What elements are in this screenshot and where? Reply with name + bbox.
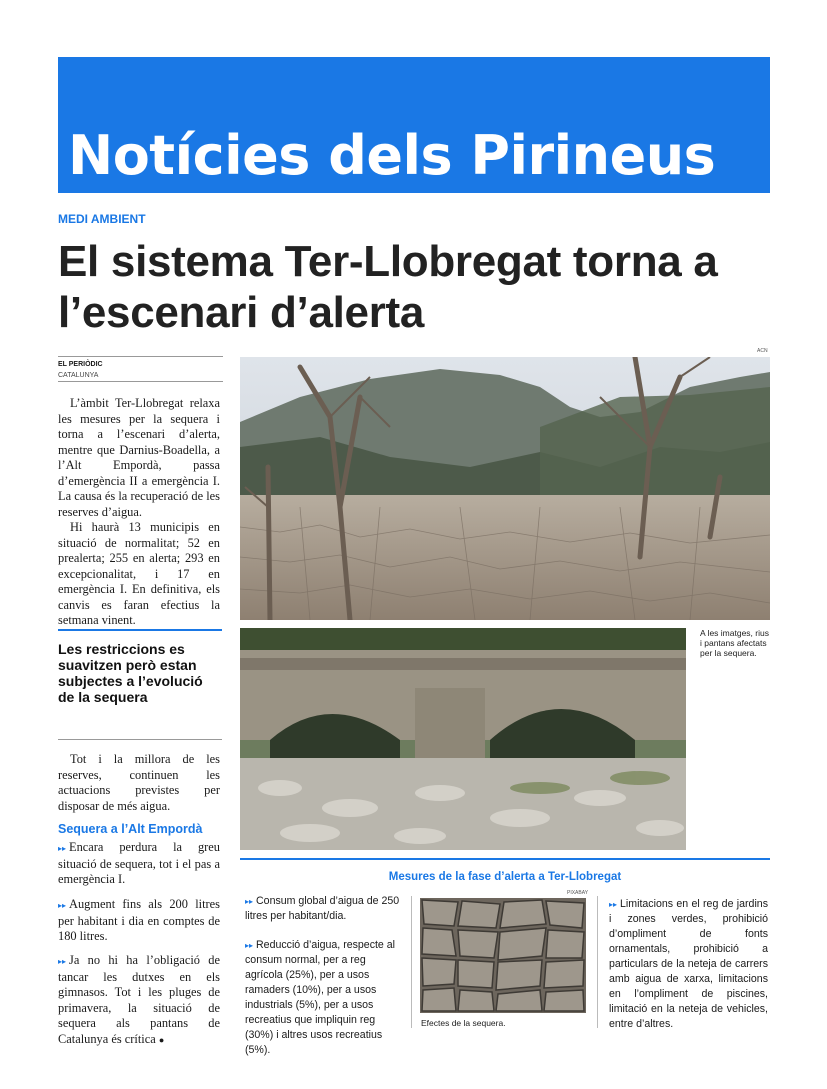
box-item-text: Reducció d’aigua, respecte al consum normal, per a reg agrícola (25%), per a usos ramaders (10%), per a usos industrials (5%), per a usos recreatius que impliquin reg (30%) i altres usos recreatius (5%). — [245, 939, 396, 1056]
double-arrow-bullet-icon: ▸▸ — [58, 901, 67, 910]
masthead-banner — [58, 57, 770, 193]
subhead-alt-emporda: Sequera a l’Alt Empordà — [58, 822, 203, 836]
box-item-2 — [245, 938, 403, 1058]
box-top-rule — [240, 858, 770, 860]
byline-top-rule — [58, 356, 223, 357]
section-label: MEDI AMBIENT — [58, 212, 146, 226]
end-dot-icon: ● — [158, 1034, 165, 1045]
photo-credit-small: PIXABAY — [567, 890, 589, 896]
box-title: Mesures de la fase d’alerta a Ter-Llobregat — [388, 871, 622, 883]
bullet-item — [58, 840, 220, 888]
byline-region: CATALUNYA — [58, 372, 99, 379]
article-body-continued — [58, 752, 220, 814]
box-item-3 — [609, 897, 768, 1032]
paragraph-1: L’àmbit Ter-Llobregat relaxa les mesures per la sequera i torna a l’escenari d’alerta, mentre que Darnius-Boadella, a l’Alt Empordà, passa d’emergència II a emergència I. La causa és la recuperació de les reserves d’aigua. — [58, 396, 220, 519]
article-headline: El sistema Ter-Llobregat torna a l’escenari d’alerta — [58, 237, 718, 337]
publication-title: Notícies dels Pirineus — [68, 124, 716, 187]
pullquote-bottom-rule — [58, 739, 222, 740]
box-item-1 — [245, 894, 403, 924]
paragraph-2: Hi haurà 13 municipis en situació de normalitat; 52 en prealerta; 255 en alerta; 293 en excepcionalitat, i 17 en emergència I. En definitiva, els canvis es faran efectius la setmana vinent. — [58, 520, 220, 627]
bullet-text: Augment fins als 200 litres per habitant i dia en comptes de 180 litres. — [58, 897, 220, 943]
double-arrow-bullet-icon: ▸▸ — [245, 897, 254, 906]
double-arrow-bullet-icon: ▸▸ — [58, 957, 67, 966]
box-item-text: Limitacions en el reg de jardins i zones verdes, prohibició d’ompliment de fonts ornamentals, prohibició a particulars de la neteja de carrers amb aigua de xarxa, limitacions en l’ompliment de piscines, limitació en la neteja de vehicles, entre d’altres. — [609, 898, 768, 1030]
byline-source: EL PERIÒDIC — [58, 361, 103, 368]
box-column-divider — [597, 896, 598, 1028]
box-column-divider — [411, 896, 412, 1028]
double-arrow-bullet-icon: ▸▸ — [58, 844, 67, 853]
bullet-item — [58, 953, 220, 1048]
photo-caption-small: Efectes de la sequera. — [421, 1018, 506, 1028]
photo-credit: ACN — [757, 348, 768, 354]
photo-cracked-earth — [420, 898, 586, 1013]
bullet-item — [58, 897, 220, 945]
box-item-text: Consum global d’aigua de 250 litres per habitant/dia. — [245, 895, 400, 922]
double-arrow-bullet-icon: ▸▸ — [245, 941, 254, 950]
photo-caption: A les imatges, rius i pantans afectats per la sequera. — [700, 628, 769, 658]
photo-dry-reservoir — [240, 357, 770, 620]
bullet-text: Ja no hi ha l’obligació de tancar les dutxes en els gimnasos. Tot i les pluges de primavera, la situació de sequera als pantans de Catalunya és crítica — [58, 953, 220, 1046]
paragraph-3: Tot i la millora de les reserves, continuen les actuacions previstes per disposar de més aigua. — [58, 752, 220, 813]
article-body-intro — [58, 396, 220, 629]
pullquote: Les restriccions es suavitzen però estan subjectes a l’evolució de la sequera — [58, 641, 203, 705]
double-arrow-bullet-icon: ▸▸ — [609, 900, 618, 909]
photo-bridge-dry-river — [240, 628, 686, 850]
byline-bottom-rule — [58, 381, 223, 382]
pullquote-top-rule — [58, 629, 222, 631]
bullet-text: Encara perdura la greu situació de sequera, tot i el pas a emergència I. — [58, 840, 220, 886]
